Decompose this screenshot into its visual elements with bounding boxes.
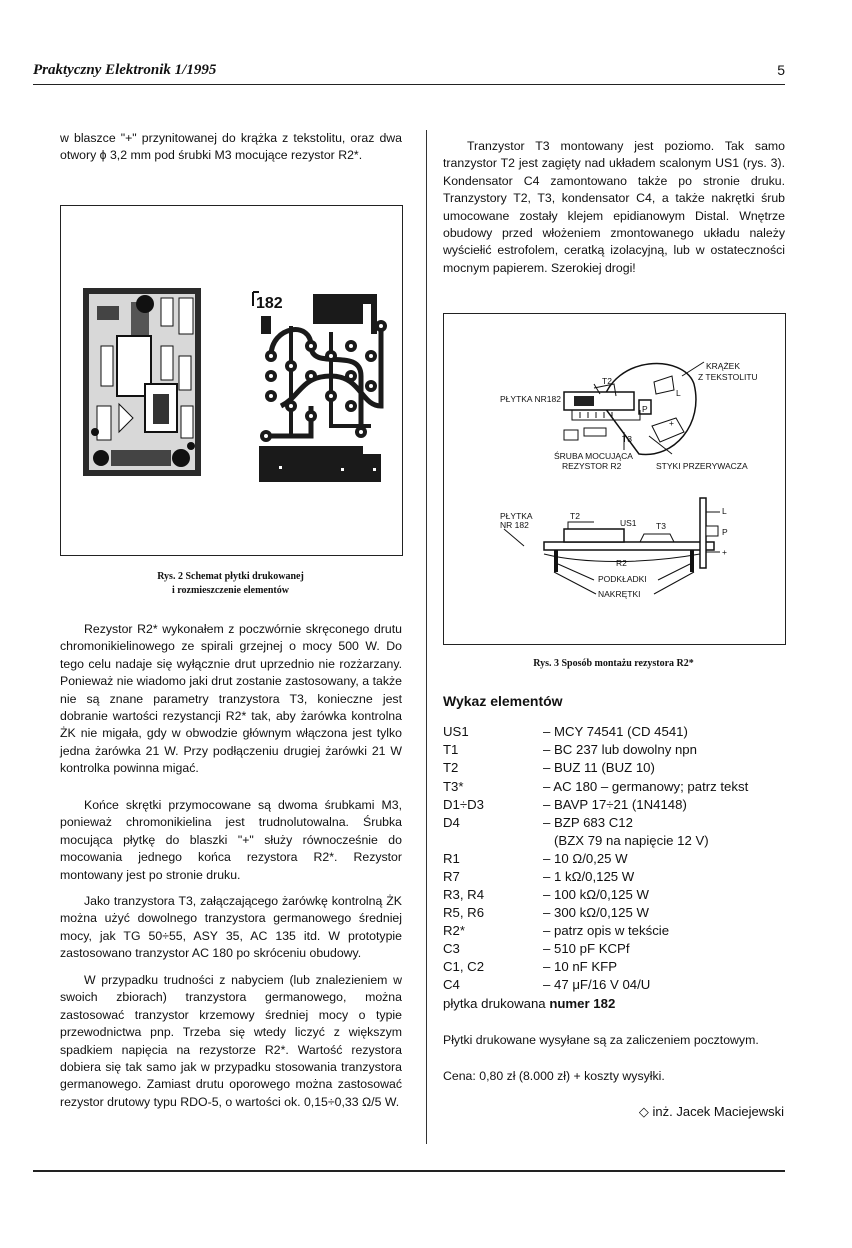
right-intro-paragraph: Tranzystor T3 montowany jest poziomo. Tak samo tranzystor T2 jest zagięty nad układem scalonym US1 (rys. 3). Kondensator C4 zamontowano także po stronie druku. Tranzystory T2, T3, kondensator C4, a także nakrętki śrub umocowane zostały klejem epidianowym Distal. Wnętrze obudowy przed włożeniem zmontowanego układu należy wyściełić estrofolem, ceratką izolacyjną, lub w ostateczności mocnym papierem. Szerokiej drogi!	[443, 139, 785, 275]
mounting-drawing	[444, 314, 785, 644]
part-ref: R2*	[443, 923, 465, 938]
label-plus-top: +	[669, 418, 674, 428]
figure-2-caption-line2: i rozmieszczenie elementów	[172, 585, 289, 596]
parts-list-title: Wykaz elementów	[443, 693, 563, 709]
label-t3-side: T3	[656, 521, 666, 531]
part-value: (BZX 79 na napięcie 12 V)	[554, 833, 709, 848]
part-value: – 1 kΩ/0,125 W	[543, 869, 635, 884]
label-sruba-1: ŚRUBA MOCUJĄCA	[554, 451, 633, 461]
part-value: – 10 Ω/0,25 W	[543, 851, 628, 866]
magazine-title: Praktyczny Elektronik 1/1995	[33, 62, 217, 78]
label-t2-side: T2	[570, 511, 580, 521]
pcb-label: płytka drukowana	[443, 996, 546, 1011]
left-paragraph-2: Końce skrętki przymocowane są dwoma śrubkami M3, ponieważ chromonikielina jest trudnolutowalna. Śrubka mocująca płytkę do blaszki "+" służy równocześnie do mocowania jednego końca rezystora R2*. Rezystor montowany jest po stronie druku.	[60, 798, 402, 882]
parts-row	[443, 815, 783, 833]
left-paragraph-1: Rezystor R2* wykonałem z poczwórnie skręconego drutu chromonikielinowego ze spirali grzejnej o mocy 500 W. Do tego celu nadaje się wyłącznie drut uprzednio nie rozżarzany. Ponieważ nie wiadomo jaki drut zostanie zastosowany, a także nie są znane parametry tranzystora T3, konieczne jest dobranie wartości rezystancji R2* tak, aby żarówka kontrolna ŻK nie migała, gdy w obwodzie głównym włączona jest tylko jedna żarówka 21 W. Przy podłączeniu drugiej żarówki 21 W kontrolka powinna migać.	[60, 622, 402, 776]
parts-row	[443, 724, 783, 742]
parts-row	[443, 941, 783, 959]
label-us1: US1	[620, 518, 637, 528]
label-t2-top: T2	[602, 376, 612, 386]
parts-row	[443, 779, 783, 797]
part-value: – BAVP 17÷21 (1N4148)	[543, 797, 687, 812]
parts-row	[443, 959, 783, 977]
label-podkladki: PODKŁADKI	[598, 574, 647, 584]
pcb-number: numer 182	[549, 996, 616, 1011]
label-r2: R2	[616, 558, 627, 568]
part-value: – 300 kΩ/0,125 W	[543, 905, 649, 920]
price-note: Cena: 0,80 zł (8.000 zł) + koszty wysyłki.	[443, 1069, 665, 1083]
parts-row	[443, 905, 783, 923]
parts-row	[443, 797, 783, 815]
left-paragraph-4: W przypadku trudności z nabyciem (lub znalezieniem w swoich zbiorach) tranzystora germanowego, można zastosować tranzystor krzemowy średniej mocy o typie przewodnictwa pnp. Trzeba się wtedy liczyć z większym spadkiem napięcia na rezystorze R2*. Wartość rezystora dobiera się tak samo jak w przypadku stosowania tranzystora germanowego. Zamiast drutu oporowego można zastosować rezystor drutowy typu RDO-5, o wartości ok. 0,15÷0,33 Ω/5 W.	[60, 973, 402, 1109]
pcb-number-label: 182	[256, 295, 283, 312]
label-sruba-2: REZYSTOR R2	[562, 461, 622, 471]
left-paragraph-3: Jako tranzystora T3, załączającego żarówkę kontrolną ŻK można użyć dowolnego tranzystora germanowego średniej mocy, jak TG 50÷55, ASY 35, AC 135 itd. W prototypie zastosowano tranzystor AC 180 po skróceniu obudowy.	[60, 894, 402, 961]
parts-row	[443, 742, 783, 760]
label-l-side: L	[722, 506, 727, 516]
mail-note: Płytki drukowane wysyłane są za zaliczeniem pocztowym.	[443, 1033, 759, 1047]
label-plus-side: +	[722, 547, 727, 557]
figure-2-pcb	[60, 205, 403, 556]
part-ref: C1, C2	[443, 959, 485, 974]
part-ref: T2	[443, 760, 459, 775]
page-header	[33, 62, 785, 85]
label-l-top: L	[676, 388, 681, 398]
part-ref: T3*	[443, 779, 464, 794]
author-signature: ◇ inż. Jacek Maciejewski	[638, 1104, 784, 1119]
parts-row	[443, 869, 783, 887]
footer-rule	[33, 1170, 785, 1172]
label-krazek-2: Z TEKSTOLITU	[698, 372, 758, 382]
label-t3-top: T3	[622, 434, 632, 444]
part-value: – 47 μF/16 V 04/U	[543, 977, 651, 992]
part-value: – BZP 683 C12	[543, 815, 633, 830]
part-ref: R7	[443, 869, 460, 884]
part-ref: US1	[443, 724, 469, 739]
label-plytka-2: NR 182	[500, 520, 529, 530]
figure-3-caption: Rys. 3 Sposób montażu rezystora R2*	[533, 658, 694, 669]
left-intro-paragraph: w blaszce "+" przynitowanej do krążka z tekstolitu, oraz dwa otwory ϕ 3,2 mm pod śrubki M3 mocujące rezystor R2*.	[60, 131, 402, 163]
part-ref: R3, R4	[443, 887, 485, 902]
part-value: – 100 kΩ/0,125 W	[543, 887, 649, 902]
part-value: – AC 180 – germanowy; patrz tekst	[543, 779, 749, 794]
label-plytka-1: PŁYTKA	[500, 511, 533, 521]
parts-row	[443, 923, 783, 941]
parts-row	[443, 887, 783, 905]
part-value: – patrz opis w tekście	[543, 923, 670, 938]
part-value: – 10 nF KFP	[543, 959, 618, 974]
part-ref: C4	[443, 977, 460, 992]
part-value: – MCY 74541 (CD 4541)	[543, 724, 688, 739]
pcb-number-line	[443, 996, 783, 1014]
parts-row	[443, 760, 783, 778]
part-ref: D4	[443, 815, 460, 830]
parts-row	[443, 977, 783, 995]
figure-3-mounting	[443, 313, 786, 645]
part-ref: R5, R6	[443, 905, 485, 920]
part-value: – BUZ 11 (BUZ 10)	[543, 760, 655, 775]
label-plytka-nr182: PŁYTKA NR182	[500, 394, 561, 404]
component-side-board	[83, 288, 201, 476]
part-value: – 510 pF KCPf	[543, 941, 630, 956]
label-styki: STYKI PRZERYWACZA	[656, 461, 748, 471]
label-p-top: P	[642, 404, 648, 414]
figure-2-caption-line1: Rys. 2 Schemat płytki drukowanej	[157, 571, 304, 582]
part-ref: R1	[443, 851, 460, 866]
pcb-drawing	[61, 206, 402, 555]
copper-side-board	[253, 292, 387, 482]
part-value: – BC 237 lub dowolny npn	[543, 742, 697, 757]
page-number: 5	[777, 62, 785, 78]
label-p-side: P	[722, 527, 728, 537]
part-ref: T1	[443, 742, 459, 757]
parts-row	[443, 833, 783, 851]
part-ref: D1÷D3	[443, 797, 484, 812]
part-ref: C3	[443, 941, 460, 956]
column-divider	[426, 130, 427, 1144]
parts-row	[443, 851, 783, 869]
label-nakretki: NAKRĘTKI	[598, 589, 641, 599]
figure-2-caption	[60, 570, 401, 598]
label-krazek-1: KRĄŻEK	[706, 361, 741, 371]
